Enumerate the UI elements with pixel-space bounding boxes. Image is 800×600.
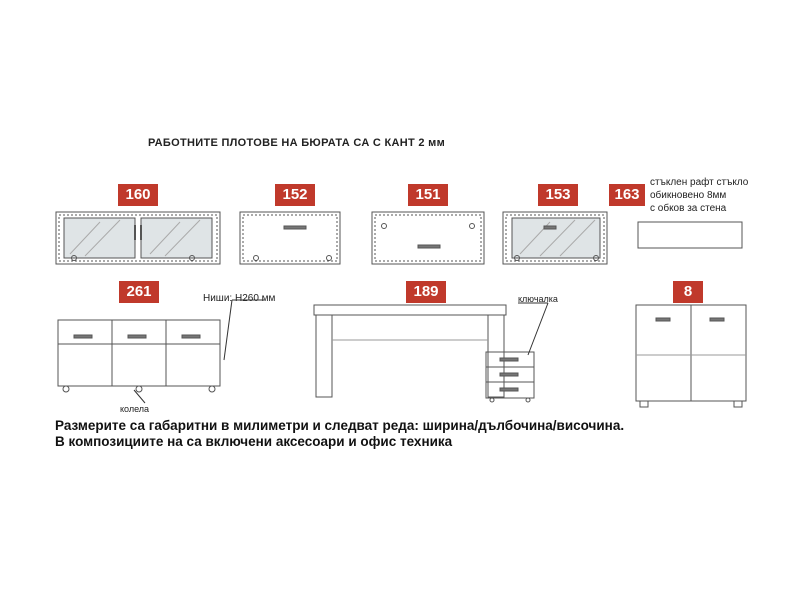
cabinet-151-drawing — [372, 212, 484, 264]
cabinet-261-drawing — [58, 300, 264, 403]
desk-189-drawing — [314, 303, 548, 402]
item-badge-160: 160 — [118, 184, 158, 206]
item-badge-153: 153 — [538, 184, 578, 206]
lock-label: ключалка — [518, 294, 558, 304]
footer-dimensions-note: Размерите са габаритни в милиметри и следват реда: ширина/дълбочина/височина. — [55, 418, 625, 433]
cabinet-8-drawing — [636, 305, 746, 407]
item-badge-163: 163 — [609, 184, 645, 206]
glass-shelf-note-line: обикновено 8мм — [650, 190, 727, 201]
item-badge-189: 189 — [406, 281, 446, 303]
glass-shelf-note-line: с обков за стена — [650, 203, 727, 214]
item-badge-151: 151 — [408, 184, 448, 206]
item-badge-152: 152 — [275, 184, 315, 206]
niches-label: Ниши: Н260 мм — [203, 293, 276, 304]
wheels-label: колела — [120, 404, 150, 414]
glass-shelf-note-line: стъклен рафт стъкло — [650, 177, 749, 188]
footer-composition-note: В композициите на са включени аксесоари и офис техника — [55, 434, 453, 449]
cabinet-152-drawing — [240, 212, 340, 264]
page-title: РАБОТНИТЕ ПЛОТОВЕ НА БЮРАТА СА С КАНТ 2 мм — [148, 137, 446, 149]
cabinet-160-drawing — [56, 212, 220, 264]
glass-shelf-163-drawing — [638, 222, 742, 248]
item-badge-8: 8 — [673, 281, 703, 303]
item-badge-261: 261 — [119, 281, 159, 303]
cabinet-153-drawing — [503, 212, 607, 264]
